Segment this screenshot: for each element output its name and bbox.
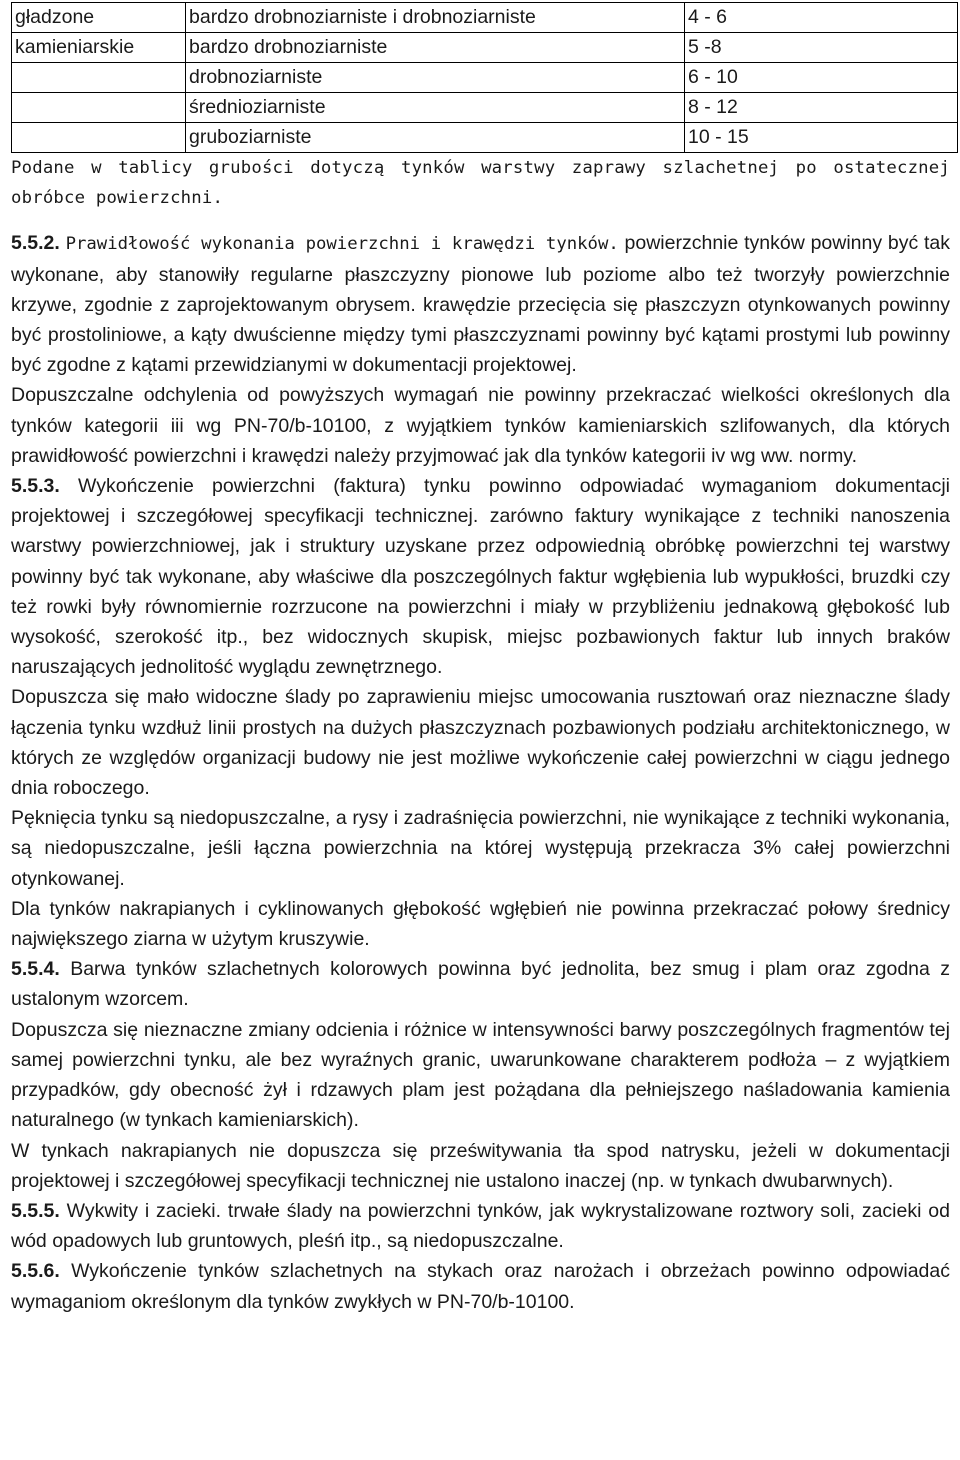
table-cell-grain: średnioziarniste — [186, 93, 685, 123]
section-number: 5.5.5. — [11, 1199, 60, 1222]
section-text: powierzchnie tynków powinny być tak wykonane, aby stanowiły regularne płaszczyzny pionowe lub poziome albo też tworzyły powierzchnie krzywe, zgodnie z zaprojektowanym obrysem. krawędzie przecięcia się płaszczyzn otynkowanych powinny być prostoliniowe, a kąty dwuścienne między tymi płaszczyznami powinny być kątami prostymi lub powinny być zgodne z kątami przewidzianymi w dokumentacji projektowej. — [11, 232, 951, 377]
table-cell-thickness: 5 -8 — [685, 33, 958, 63]
paragraph: Dopuszcza się mało widoczne ślady po zaprawieniu miejsc umocowania rusztowań oraz nieznaczne ślady łączenia tynku wzdłuż linii prostych na dużych płaszczyznach pozbawionych podziału architektonicznego, w których ze względów organizacji budowy nie jest możliwe wykończenie całej powierzchni w ciągu jednego dnia roboczego. — [11, 686, 950, 800]
section-number: 5.5.2. — [11, 232, 60, 255]
table-cell-grain: bardzo drobnoziarniste — [186, 33, 685, 63]
table-row — [12, 3, 958, 33]
section-number: 5.5.4. — [11, 958, 60, 981]
table-cell-thickness: 10 - 15 — [685, 123, 958, 153]
section-text: Barwa tynków szlachetnych kolorowych powinna być jednolita, bez smug i plam oraz zgodna z ustalonym wzorcem. — [11, 958, 951, 1011]
paragraph: Pęknięcia tynku są niedopuszczalne, a rysy i zadraśnięcia powierzchni, nie wynikające z techniki wykonania, są niedopuszczalne, jeśli łączna powierzchnia na której występują przekracza 3% całej powierzchni otynkowanej. — [11, 807, 950, 890]
section-title: Prawidłowość wykonania powierzchni i krawędzi tynków. — [65, 234, 619, 255]
section-5-5-3 — [11, 471, 950, 682]
table-row — [12, 123, 958, 153]
paragraph: Dla tynków nakrapianych i cyklinowanych głębokość wgłębień nie powinna przekraczać połowy średnicy największego ziarna w użytym kruszywie. — [11, 897, 950, 951]
section-5-5-6 — [11, 1256, 950, 1316]
paragraph: W tynkach nakrapianych nie dopuszcza się prześwitywania tła spod natrysku, jeżeli w dokumentacji projektowej i szczegółowej specyfikacji technicznej nie ustalono inaczej (np. w tynkach dwubarwnych). — [11, 1139, 950, 1192]
table-cell-kind: gładzone — [12, 3, 186, 33]
section-text: Wykwity i zacieki. trwałe ślady na powierzchni tynków, jak wykrystalizowane roztwory soli, zacieki od wód opadowych lub gruntowych, pleśń itp., są niedopuszczalne. — [11, 1199, 950, 1253]
table-cell-kind: kamieniarskie — [12, 33, 186, 63]
section-text: Wykończenie powierzchni (faktura) tynku powinno odpowiadać wymaganiom dokumentacji projektowej i szczegółowej specyfikacji technicznej. zarówno faktury wynikające z techniki nanoszenia warstwy powierzchniowej, jak i struktury uzyskane przez odpowiednią obróbkę powierzchni tej warstwy powinny być tak wykonane, aby właściwe dla poszczególnych faktur wgłębienia lub wypukłości, bruzdki czy też rowki były równomiernie rozrzucone na powierzchni i miały w przybliżeniu jednakową głębokość lub wysokość, szerokość itp., bez widocznych skupisk, miejsc pozbawionych faktur lub innych braków naruszających jednolitość wyglądu zewnętrznego. — [11, 475, 950, 679]
table-cell-kind — [12, 93, 186, 123]
section-5-5-4 — [11, 954, 950, 1014]
table-cell-kind — [12, 63, 186, 93]
table-cell-grain: gruboziarniste — [186, 123, 685, 153]
table-cell-thickness: 4 - 6 — [685, 3, 958, 33]
section-text: Wykończenie tynków szlachetnych na stykach oraz narożach i obrzeżach powinno odpowiadać wymaganiom określonym dla tynków zwykłych w PN-70/b-10100. — [11, 1260, 950, 1313]
table-cell-thickness: 6 - 10 — [685, 63, 958, 93]
table-cell-grain: bardzo drobnoziarniste i drobnoziarniste — [186, 3, 685, 33]
section-number: 5.5.6. — [11, 1260, 60, 1283]
table-row — [12, 63, 958, 93]
section-5-5-5 — [11, 1196, 950, 1256]
table-row — [12, 33, 958, 63]
table-cell-grain: drobnoziarniste — [186, 63, 685, 93]
grain-thickness-table — [11, 2, 958, 153]
paragraph: Dopuszcza się nieznaczne zmiany odcienia i różnice w intensywności barwy poszczególnych fragmentów tej samej powierzchni tynku, ale bez wyraźnych granic, uwarunkowane charakterem podłoża – z wyjątkiem przypadków, gdy obecność żył i rdzawych plam jest pożądana dla pełniejszego naśladowania kamienia naturalnego (w tynkach kamieniarskich). — [11, 1018, 950, 1132]
table-note: Podane w tablicy grubości dotyczą tynków warstwy zaprawy szlachetnej po ostatecznej obróbce powierzchni. — [11, 158, 950, 209]
section-5-5-2 — [11, 228, 950, 380]
section-number: 5.5.3. — [11, 475, 60, 498]
table-row — [12, 93, 958, 123]
table-cell-kind — [12, 123, 186, 153]
table-cell-thickness: 8 - 12 — [685, 93, 958, 123]
paragraph: Dopuszczalne odchylenia od powyższych wymagań nie powinny przekraczać wielkości określonych dla tynków kategorii iii wg PN-70/b-10100, z wyjątkiem tynków kamieniarskich szlifowanych, dla których prawidłowość powierzchni i krawędzi należy przyjmować jak dla tynków kategorii iv wg ww. normy. — [11, 384, 950, 467]
